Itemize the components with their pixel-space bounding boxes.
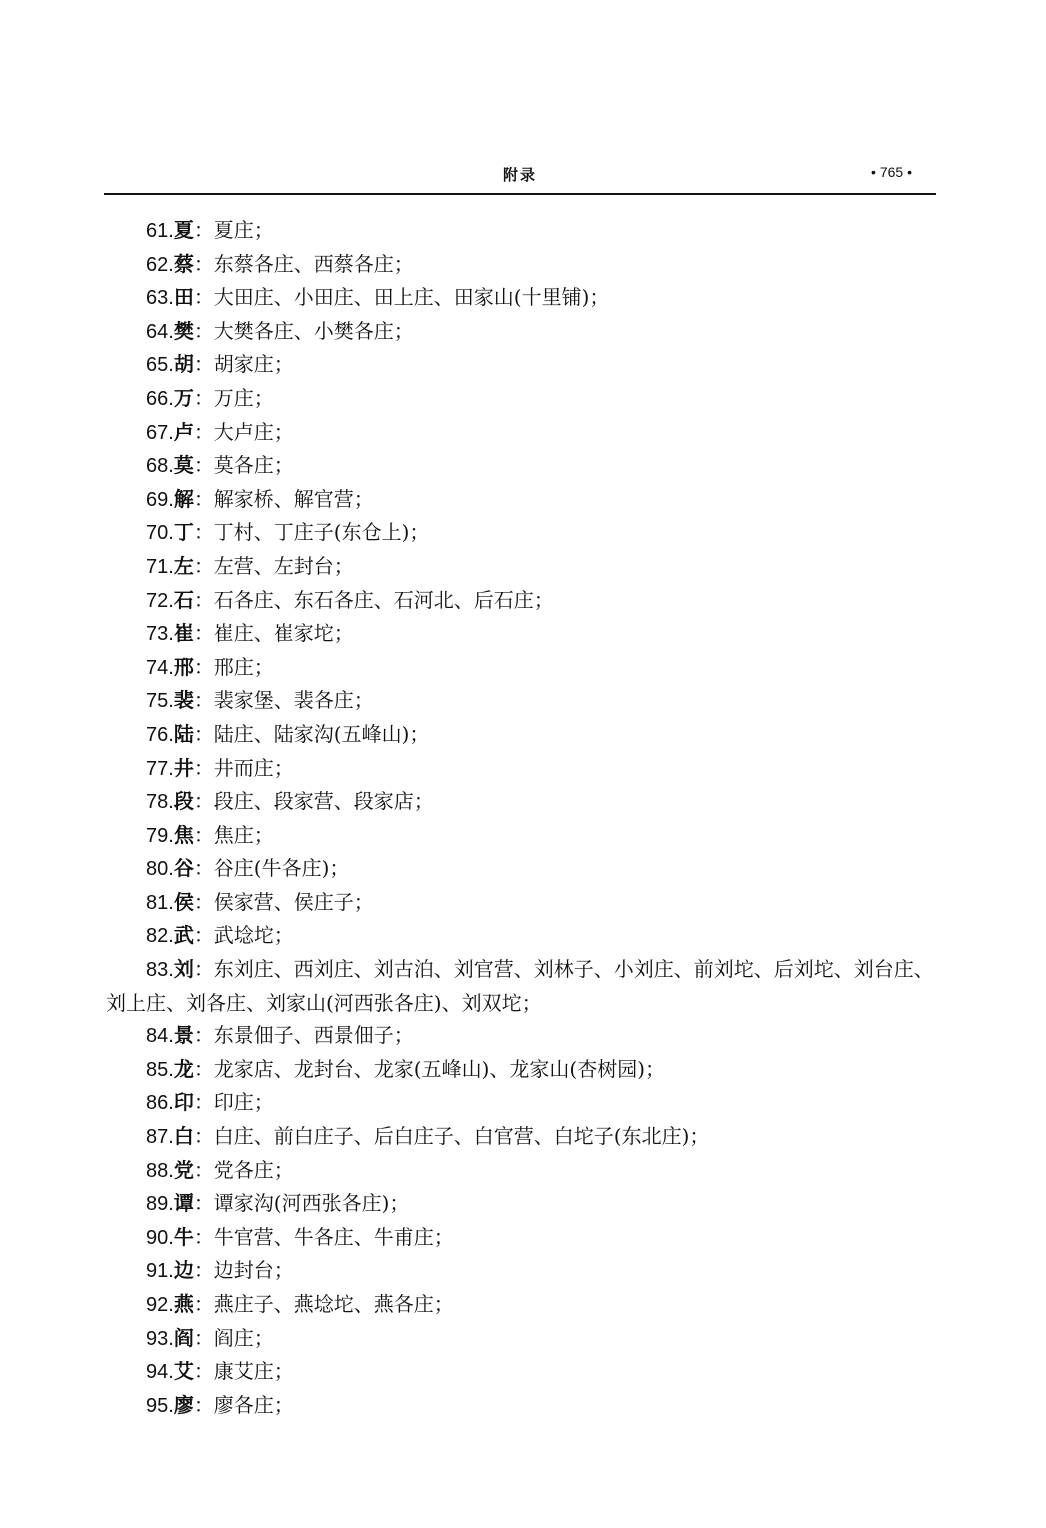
entry-number: 86. [146,1092,174,1115]
entry-villages: ：谷庄(牛各庄)； [193,856,350,881]
list-item [106,1389,936,1423]
entry-number: 84. [146,1025,174,1048]
list-item [106,1019,936,1053]
entry-surname: 党 [173,1157,194,1182]
entry-villages: ：东景佃子、西景佃子； [193,1023,414,1048]
entry-villages: ：东蔡各庄、西蔡各庄； [193,251,414,276]
list-item [106,718,936,752]
list-item [106,516,936,550]
list-item [106,1053,936,1087]
entry-surname: 廖 [173,1392,194,1417]
entry-surname: 樊 [173,318,194,343]
list-item [106,752,936,786]
entry-villages: ：万庄； [193,385,274,410]
entry-villages: ：胡家庄； [193,352,294,377]
entry-number: 75. [146,690,174,713]
entry-surname: 白 [173,1124,194,1149]
entry-surname: 谷 [173,856,194,881]
entry-villages: ：阎庄； [193,1325,274,1350]
entry-surname: 龙 [173,1056,194,1081]
entry-villages: ：谭家沟(河西张各庄)； [193,1191,410,1216]
entry-surname: 田 [173,285,194,310]
list-item [106,886,936,920]
entry-number: 95. [146,1394,174,1417]
entry-surname: 丁 [173,520,194,545]
entry-number: 72. [146,589,174,612]
entry-number: 81. [146,891,174,914]
entry-surname: 段 [173,789,194,814]
list-item [106,483,936,517]
entry-villages: ：印庄； [193,1090,274,1115]
surname-village-list [106,214,936,1422]
entry-surname: 左 [173,553,194,578]
list-item [106,248,936,282]
entry-number: 67. [146,421,174,444]
entry-number: 65. [146,354,174,377]
list-item [106,819,936,853]
page-number: • 765 • [871,164,912,180]
entry-villages: ：解家桥、解官营； [193,486,374,511]
entry-number: 93. [146,1327,174,1350]
entry-surname: 谭 [173,1191,194,1216]
entry-surname: 邢 [173,654,194,679]
entry-surname: 崔 [173,621,194,646]
entry-villages: ：东刘庄、西刘庄、刘古泊、刘官营、刘林子、小刘庄、前刘坨、后刘坨、刘台庄、刘上庄、刘各庄、刘家山(河西张各庄)、刘双坨； [106,957,934,1015]
entry-villages: ：夏庄； [193,218,274,242]
running-title: 附录 [502,166,537,184]
entry-number: 70. [146,522,174,545]
entry-villages: ：井而庄； [193,755,294,780]
entry-surname: 艾 [173,1359,194,1384]
list-item [106,382,936,416]
entry-villages: ：大田庄、小田庄、田上庄、田家山(十里铺)； [193,285,610,310]
entry-surname: 牛 [173,1224,194,1249]
entry-surname: 卢 [173,419,194,444]
list-item [106,651,936,685]
entry-number: 76. [146,723,174,746]
entry-number: 69. [146,488,174,511]
list-item [106,1221,936,1255]
list-item [106,550,936,584]
entry-surname: 蔡 [173,251,194,276]
entry-number: 91. [146,1260,174,1283]
entry-number: 78. [146,791,174,814]
entry-villages: ：康艾庄； [193,1359,294,1384]
entry-villages: ：邢庄； [193,654,274,679]
list-item [106,449,936,483]
entry-number: 82. [146,925,174,948]
entry-number: 87. [146,1126,174,1149]
list-item [106,214,936,248]
list-item [106,1254,936,1288]
entry-villages: ：大卢庄； [193,419,294,444]
list-item [106,617,936,651]
entry-villages: ：边封台； [193,1258,294,1283]
entry-number: 64. [146,320,174,343]
entry-number: 90. [146,1226,174,1249]
entry-villages: ：燕庄子、燕埝坨、燕各庄； [193,1292,454,1316]
entry-number: 68. [146,455,174,478]
entry-surname: 武 [173,923,194,948]
list-item [106,315,936,349]
entry-surname: 井 [173,755,194,780]
entry-surname: 莫 [173,453,194,478]
list-item [106,1120,936,1154]
entry-villages: ：武埝坨； [193,923,294,948]
list-item [106,1288,936,1322]
list-item [106,1154,936,1188]
list-item [106,953,936,1019]
entry-number: 66. [146,387,174,410]
entry-number: 89. [146,1193,174,1216]
entry-villages: ：龙家店、龙封台、龙家(五峰山)、龙家山(杏树园)； [193,1056,666,1081]
entry-villages: ：廖各庄； [193,1392,294,1417]
entry-surname: 裴 [173,688,194,713]
list-item [106,281,936,315]
entry-number: 77. [146,757,174,780]
entry-surname: 侯 [173,889,194,914]
entry-villages: ：段庄、段家营、段家店； [193,789,434,814]
entry-number: 73. [146,623,174,646]
entry-number: 80. [146,858,174,881]
list-item [106,852,936,886]
entry-number: 85. [146,1058,174,1081]
entry-villages: ：石各庄、东石各庄、石河北、后石庄； [193,587,554,612]
entry-villages: ：牛官营、牛各庄、牛甫庄； [193,1224,454,1249]
entry-number: 92. [146,1294,174,1316]
list-item [106,348,936,382]
entry-villages: ：裴家堡、裴各庄； [193,688,374,713]
entry-surname: 万 [173,385,194,410]
entry-number: 79. [146,824,174,847]
list-item [106,684,936,718]
entry-number: 63. [146,287,174,310]
entry-villages: ：左营、左封台； [193,553,354,578]
entry-surname: 夏 [173,218,194,242]
list-item [106,785,936,819]
entry-surname: 解 [173,486,194,511]
list-item [106,1322,936,1356]
entry-villages: ：焦庄； [193,822,274,847]
page-header [104,160,936,194]
entry-surname: 阎 [173,1325,194,1350]
entry-number: 71. [146,555,174,578]
header-rule [104,193,936,195]
list-item [106,1086,936,1120]
entry-villages: ：崔庄、崔家坨； [193,621,354,646]
list-item [106,919,936,953]
entry-surname: 景 [173,1023,194,1048]
entry-number: 74. [146,656,174,679]
entry-villages: ：陆庄、陆家沟(五峰山)； [193,721,430,746]
entry-villages: ：莫各庄； [193,453,294,478]
entry-villages: ：党各庄； [193,1157,294,1182]
entry-villages: ：大樊各庄、小樊各庄； [193,318,414,343]
entry-number: 88. [146,1159,174,1182]
list-item [106,416,936,450]
entry-number: 61. [146,220,174,242]
entry-surname: 胡 [173,352,194,377]
entry-surname: 石 [173,587,194,612]
list-item [106,584,936,618]
entry-number: 94. [146,1361,174,1384]
entry-surname: 焦 [173,822,194,847]
entry-villages: ：丁村、丁庄子(东仓上)； [193,520,430,545]
entry-surname: 陆 [173,721,194,746]
entry-villages: ：侯家营、侯庄子； [193,889,374,914]
entry-villages: ：白庄、前白庄子、后白庄子、白官营、白坨子(东北庄)； [193,1124,710,1149]
entry-number: 83. [146,959,174,982]
entry-number: 62. [146,253,174,276]
list-item [106,1187,936,1221]
entry-surname: 燕 [173,1292,194,1316]
entry-surname: 印 [173,1090,194,1115]
entry-surname: 刘 [173,957,194,982]
entry-surname: 边 [173,1258,194,1283]
list-item [106,1355,936,1389]
